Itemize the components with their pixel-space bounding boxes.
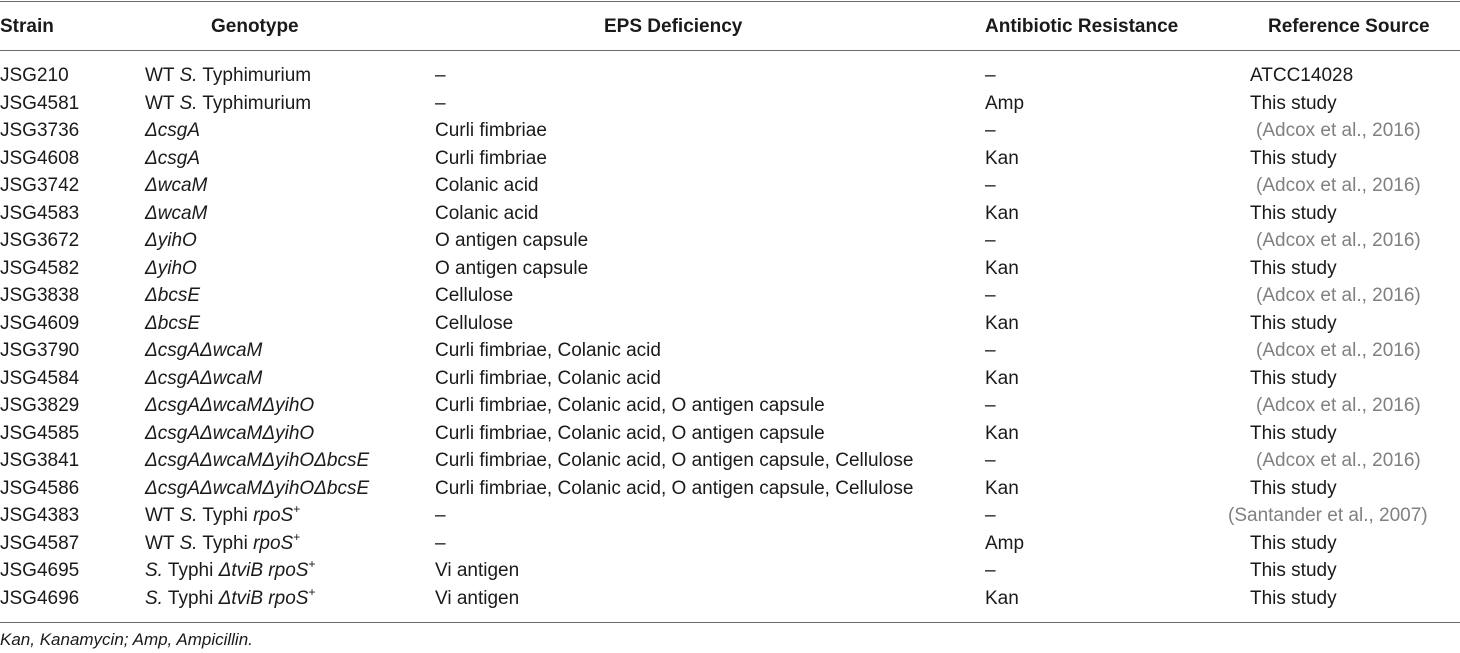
- strain-cell: JSG4383: [0, 505, 80, 526]
- eps-cell: Curli fimbriae, Colanic acid, O antigen capsule, Cellulose: [435, 450, 914, 471]
- reference-cell: This study: [1250, 258, 1337, 279]
- strain-cell: JSG3829: [0, 395, 80, 416]
- reference-cell: This study: [1250, 588, 1337, 609]
- table-footnote: Kan, Kanamycin; Amp, Ampicillin.: [0, 630, 253, 649]
- reference-cell: This study: [1250, 368, 1337, 389]
- strain-cell: JSG3742: [0, 175, 80, 196]
- strain-cell: JSG4586: [0, 478, 80, 499]
- table-row: [0, 447, 1460, 474]
- reference-cell: This study: [1250, 313, 1337, 334]
- genotype-cell: ΔcsgAΔwcaM: [145, 340, 263, 361]
- table-row: [0, 90, 1460, 117]
- citation-link[interactable]: (Adcox et al., 2016): [1256, 120, 1421, 141]
- table-row: [0, 282, 1460, 309]
- eps-cell: Curli fimbriae, Colanic acid: [435, 368, 661, 389]
- table-row: [0, 530, 1460, 557]
- reference-cell: This study: [1250, 533, 1337, 554]
- table-row: [0, 557, 1460, 584]
- reference-cell: ATCC14028: [1250, 65, 1354, 86]
- strain-cell: JSG4583: [0, 203, 80, 224]
- genotype-cell: ΔbcsE: [145, 313, 200, 334]
- antibiotic-cell: –: [985, 230, 996, 251]
- header-rule: [0, 50, 1460, 51]
- reference-cell: This study: [1250, 423, 1337, 444]
- strain-cell: JSG4585: [0, 423, 80, 444]
- genotype-cell: WT S. Typhimurium: [145, 93, 312, 114]
- antibiotic-cell: Kan: [985, 423, 1019, 444]
- citation-link[interactable]: (Adcox et al., 2016): [1256, 175, 1421, 196]
- genotype-cell: WT S. Typhi rpoS+: [145, 502, 301, 526]
- citation-link[interactable]: (Adcox et al., 2016): [1256, 340, 1421, 361]
- eps-cell: O antigen capsule: [435, 230, 589, 251]
- strain-cell: JSG4581: [0, 93, 80, 114]
- strain-cell: JSG4695: [0, 560, 80, 581]
- citation-link[interactable]: (Santander et al., 2007): [1228, 505, 1428, 526]
- eps-cell: –: [435, 93, 446, 114]
- strain-cell: JSG3841: [0, 450, 80, 471]
- header-strain: Strain: [0, 16, 54, 37]
- genotype-cell: ΔyihO: [145, 230, 197, 251]
- genotype-cell: ΔbcsE: [145, 285, 200, 306]
- antibiotic-cell: –: [985, 395, 996, 416]
- antibiotic-cell: –: [985, 285, 996, 306]
- eps-cell: O antigen capsule: [435, 258, 589, 279]
- eps-cell: –: [435, 533, 446, 554]
- citation-link[interactable]: (Adcox et al., 2016): [1256, 285, 1421, 306]
- eps-cell: Curli fimbriae: [435, 120, 547, 141]
- table-row: [0, 145, 1460, 172]
- genotype-cell: ΔwcaM: [145, 203, 208, 224]
- strain-cell: JSG4608: [0, 148, 80, 169]
- genotype-cell: ΔcsgAΔwcaMΔyihOΔbcsE: [145, 450, 370, 471]
- citation-link[interactable]: (Adcox et al., 2016): [1256, 450, 1421, 471]
- strain-cell: JSG3736: [0, 120, 80, 141]
- reference-cell: This study: [1250, 148, 1337, 169]
- bottom-rule: [0, 622, 1460, 623]
- table-row: [0, 475, 1460, 502]
- antibiotic-cell: Kan: [985, 478, 1019, 499]
- strain-cell: JSG3838: [0, 285, 80, 306]
- eps-cell: Curli fimbriae, Colanic acid, O antigen capsule: [435, 395, 825, 416]
- antibiotic-cell: –: [985, 175, 996, 196]
- top-rule: [0, 1, 1460, 2]
- table-row: [0, 62, 1460, 89]
- strain-cell: JSG4609: [0, 313, 80, 334]
- genotype-cell: ΔcsgAΔwcaMΔyihO: [145, 423, 315, 444]
- citation-link[interactable]: (Adcox et al., 2016): [1256, 230, 1421, 251]
- antibiotic-cell: –: [985, 65, 996, 86]
- strain-cell: JSG4582: [0, 258, 80, 279]
- eps-cell: Curli fimbriae: [435, 148, 547, 169]
- table-row: [0, 420, 1460, 447]
- antibiotic-cell: Kan: [985, 148, 1019, 169]
- genotype-cell: ΔcsgAΔwcaMΔyihO: [145, 395, 315, 416]
- strain-cell: JSG4587: [0, 533, 80, 554]
- eps-cell: Curli fimbriae, Colanic acid: [435, 340, 661, 361]
- strain-cell: JSG4584: [0, 368, 80, 389]
- header-eps-deficiency: EPS Deficiency: [604, 16, 743, 37]
- genotype-cell: WT S. Typhi rpoS+: [145, 530, 301, 554]
- antibiotic-cell: –: [985, 450, 996, 471]
- antibiotic-cell: Kan: [985, 368, 1019, 389]
- citation-link[interactable]: (Adcox et al., 2016): [1256, 395, 1421, 416]
- genotype-cell: ΔcsgA: [145, 120, 200, 141]
- table-row: [0, 337, 1460, 364]
- table-row: [0, 172, 1460, 199]
- eps-cell: Curli fimbriae, Colanic acid, O antigen capsule: [435, 423, 825, 444]
- reference-cell: This study: [1250, 93, 1337, 114]
- table-row: [0, 117, 1460, 144]
- table-row: [0, 310, 1460, 337]
- table-row: [0, 585, 1460, 612]
- antibiotic-cell: –: [985, 340, 996, 361]
- header-reference-source: Reference Source: [1268, 16, 1430, 37]
- antibiotic-cell: Amp: [985, 533, 1025, 554]
- eps-cell: Cellulose: [435, 285, 514, 306]
- genotype-cell: ΔyihO: [145, 258, 197, 279]
- genotype-cell: S. Typhi ΔtviB rpoS+: [145, 557, 316, 581]
- eps-cell: –: [435, 505, 446, 526]
- table-row: [0, 502, 1460, 529]
- reference-cell: This study: [1250, 478, 1337, 499]
- table-row: [0, 255, 1460, 282]
- genotype-cell: ΔcsgAΔwcaMΔyihOΔbcsE: [145, 478, 370, 499]
- antibiotic-cell: Kan: [985, 313, 1019, 334]
- strain-cell: JSG3672: [0, 230, 80, 251]
- genotype-cell: S. Typhi ΔtviB rpoS+: [145, 585, 316, 609]
- header-antibiotic-resistance: Antibiotic Resistance: [985, 16, 1179, 37]
- eps-cell: Colanic acid: [435, 175, 539, 196]
- eps-cell: Colanic acid: [435, 203, 539, 224]
- genotype-cell: WT S. Typhimurium: [145, 65, 312, 86]
- strain-cell: JSG4696: [0, 588, 80, 609]
- antibiotic-cell: Amp: [985, 93, 1025, 114]
- header-genotype: Genotype: [211, 16, 299, 37]
- eps-cell: Vi antigen: [435, 588, 520, 609]
- strain-cell: JSG210: [0, 65, 69, 86]
- reference-cell: This study: [1250, 560, 1337, 581]
- eps-cell: Curli fimbriae, Colanic acid, O antigen capsule, Cellulose: [435, 478, 914, 499]
- genotype-cell: ΔcsgA: [145, 148, 200, 169]
- antibiotic-cell: Kan: [985, 588, 1019, 609]
- antibiotic-cell: –: [985, 505, 996, 526]
- eps-cell: Cellulose: [435, 313, 514, 334]
- genotype-cell: ΔwcaM: [145, 175, 208, 196]
- antibiotic-cell: Kan: [985, 258, 1019, 279]
- strain-cell: JSG3790: [0, 340, 80, 361]
- eps-cell: Vi antigen: [435, 560, 520, 581]
- eps-cell: –: [435, 65, 446, 86]
- genotype-cell: ΔcsgAΔwcaM: [145, 368, 263, 389]
- antibiotic-cell: –: [985, 120, 996, 141]
- antibiotic-cell: –: [985, 560, 996, 581]
- table-row: [0, 392, 1460, 419]
- reference-cell: This study: [1250, 203, 1337, 224]
- table-row: [0, 365, 1460, 392]
- table-row: [0, 200, 1460, 227]
- table-row: [0, 227, 1460, 254]
- antibiotic-cell: Kan: [985, 203, 1019, 224]
